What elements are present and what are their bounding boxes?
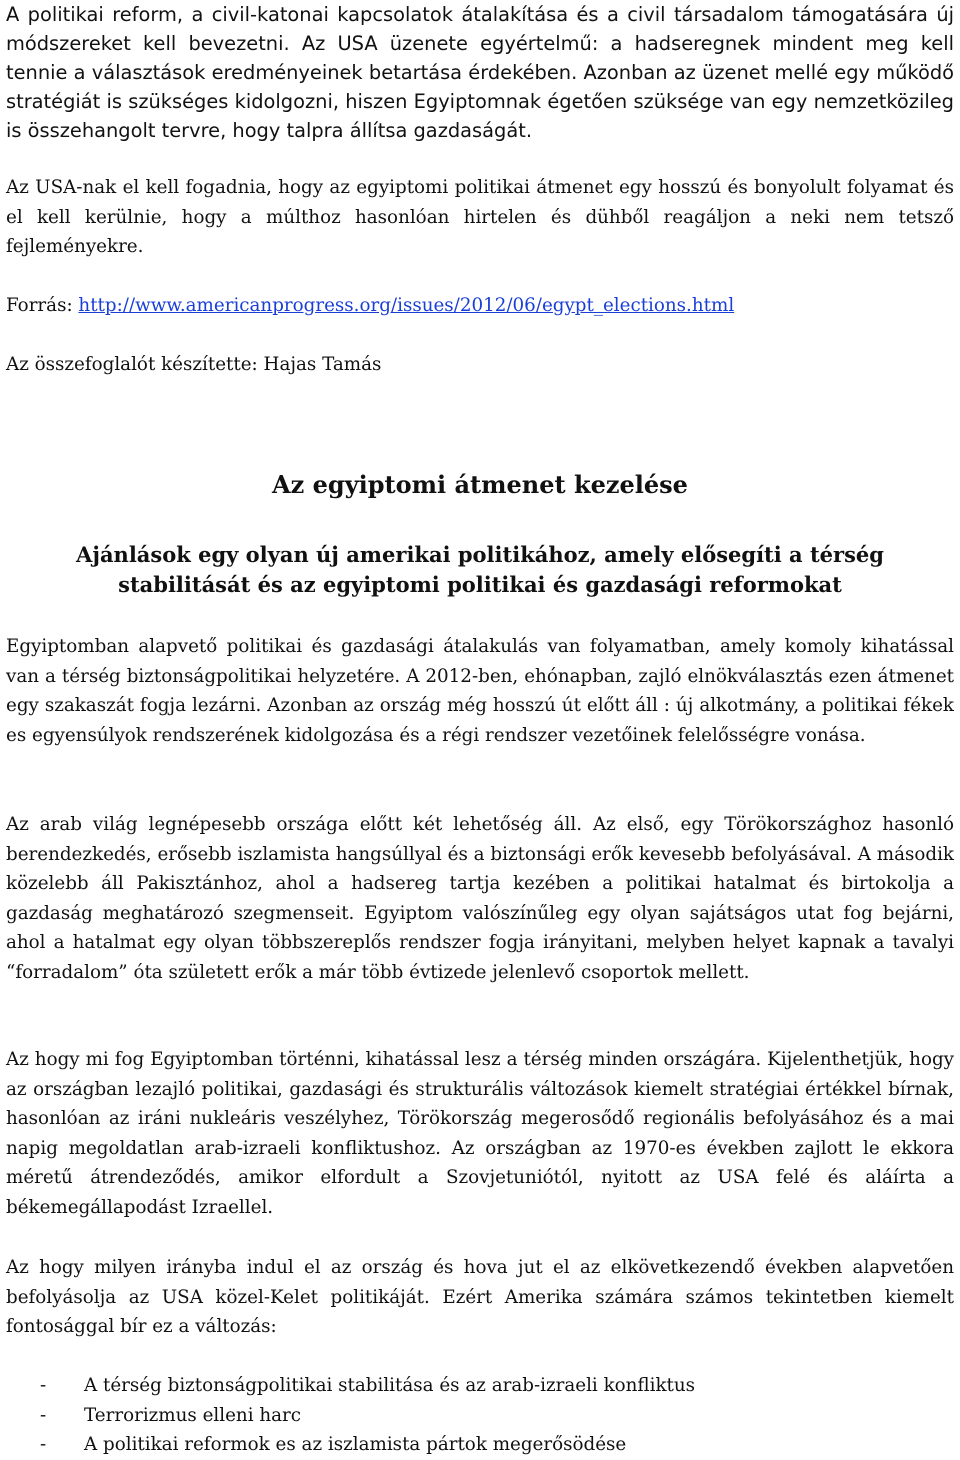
source-line	[6, 291, 954, 321]
article-paragraph-4: Az hogy milyen irányba indul el az ország és hova jut el az elkövetkezendő években alapvetően befolyásolja az USA közel-Kelet politikáját. Ezért Amerika számára számos tekintetben kiemelt fontosággal bír ez a változás:	[6, 1257, 954, 1337]
list-bullet: -	[40, 1404, 47, 1426]
list-item	[6, 1401, 954, 1431]
intro-paragraph-2: Az USA-nak el kell fogadnia, hogy az egyiptomi politikai átmenet egy hosszú és bonyolult folyamat és el kell kerülnie, hogy a múlthoz hasonlóan hirtelen és dühből reagáljon a neki nem tetsző fejleményekre.	[6, 177, 954, 257]
list-item	[6, 1371, 954, 1401]
list-bullet: -	[40, 1434, 47, 1455]
article-paragraph-1: Egyiptomban alapvető politikai és gazdasági átalakulás van folyamatban, amely komoly kihatással van a térség biztonságpolitikai helyzetére. A 2012-ben, ehónapban, zajló elnökválasztás ezen átmenet egy szakaszát fogja lezárni. Azonban az ország még hosszú út előtt áll : új alkotmány, a politikai fékek es egyensúlyok rendszerének kidolgozása és a régi rendszer vezetőinek felelősségre vonása.	[6, 636, 954, 746]
article-title: Az egyiptomi átmenet kezelése	[272, 470, 688, 499]
source-label: Forrás:	[6, 295, 79, 316]
intro-paragraph-1: A politikai reform, a civil-katonai kapcsolatok átalakítása és a civil társadalom támogatására új módszereket kell bevezetni. Az USA üzenete egyértelmű: a hadseregnek mindent meg kell tennie a választások eredményeinek betartása érdekében. Azonban az üzenet mellé egy működő stratégiát is szükséges kidolgozni, hiszen Egyiptomnak égetően szüksége van egy nemzetközileg is összehangolt tervre, hogy talpra állítsa gazdaságát.	[6, 3, 954, 142]
list-item-text: A térség biztonságpolitikai stabilitása és az arab-izraeli konfliktus	[84, 1375, 696, 1396]
author-line: Az összefoglalót készítette: Hajas Tamás	[6, 354, 382, 375]
article-paragraph-3: Az hogy mi fog Egyiptomban történni, kihatással lesz a térség minden országára. Kijelenthetjük, hogy az országban lezajló politikai, gazdasági és strukturális változások kiemelt stratégiai értékkel bírnak, hasonlóan az iráni nukleáris veszélyhez, Törökország megerosődő regionális befolyásához és a mai napig megoldatlan arab-izraeli konfliktushoz. Az országban az 1970-es években zajlott le ekkora méretű átrendeződés, amikor elfordult a Szovjetuniótól, nyitott az USA felé és aláírta a békemegállapodást Izraellel.	[6, 1049, 954, 1218]
list-item-text: A politikai reformok es az iszlamista pártok megerősödése	[84, 1434, 627, 1455]
list-bullet: -	[40, 1375, 47, 1396]
interest-list	[6, 1371, 954, 1460]
article-subtitle: Ajánlások egy olyan új amerikai politikához, amely elősegíti a térség stabilitását és az egyiptomi politikai és gazdasági reformokat	[76, 542, 884, 597]
list-item-text: Terrorizmus elleni harc	[84, 1404, 302, 1426]
list-item	[6, 1430, 954, 1460]
source-link[interactable]: http://www.americanprogress.org/issues/2012/06/egypt_elections.html	[78, 295, 735, 316]
article-paragraph-2: Az arab világ legnépesebb országa előtt két lehetőség áll. Az első, egy Törökországhoz hasonló berendezkedés, erősebb iszlamista hangsúllyal és a biztonsági erők kevesebb befolyásával. A második közelebb áll Pakisztánhoz, ahol a hadsereg tartja kezében a politikai hatalmat és birtokolja a gazdaság meghatározó szegmenseit. Egyiptom valószínűleg egy olyan sajátságos utat fog bejárni, ahol a hatalmat egy olyan többszereplős rendszer fogja irányitani, melyben helyet kapnak a tavalyi “forradalom” óta született erők a már több évtizede jelenlevő csoportok mellett.	[6, 814, 954, 983]
